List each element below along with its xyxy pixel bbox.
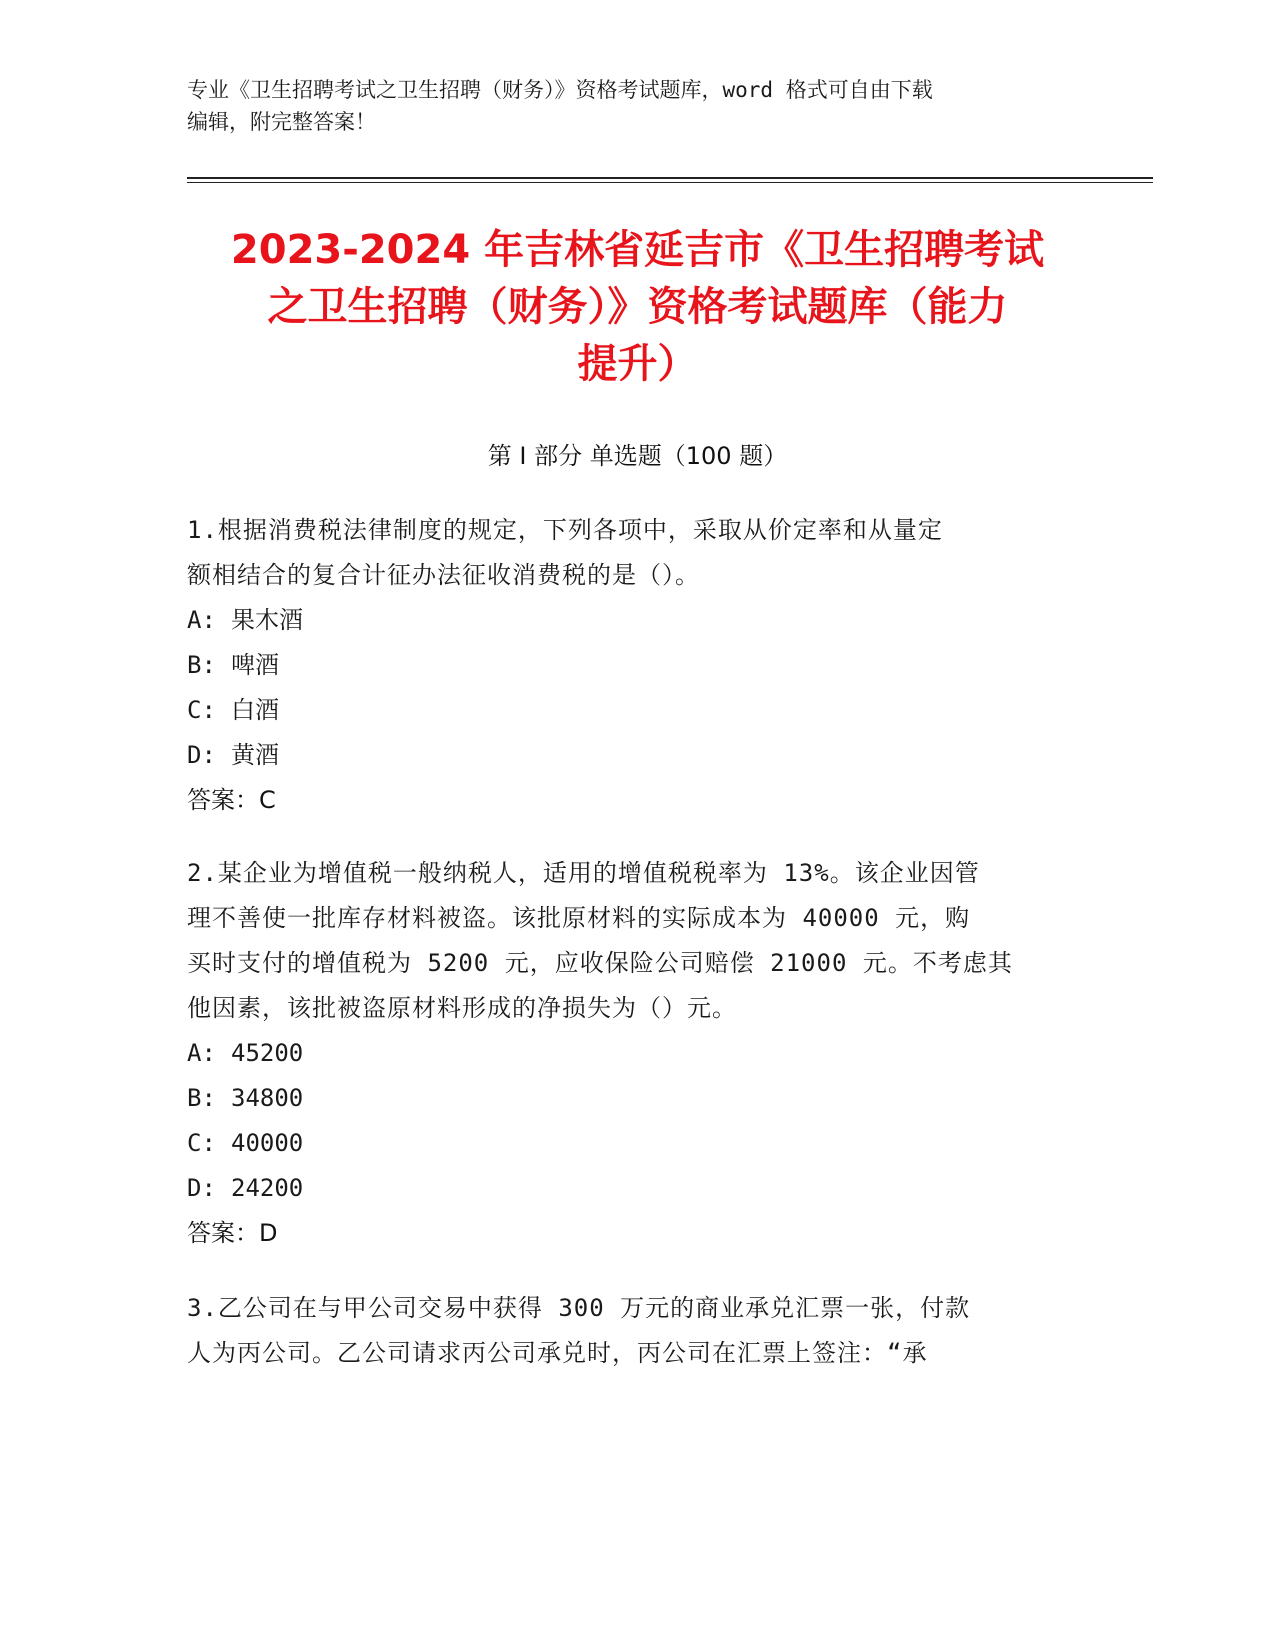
option-b <box>187 643 1087 688</box>
option-text: 34800 <box>231 1084 304 1112</box>
question-stem-line: 人为丙公司。乙公司请求丙公司承兑时，丙公司在汇票上签注：“承 <box>187 1339 928 1367</box>
option-letter: A: <box>187 1039 216 1067</box>
question-stem-line: 1.根据消费税法律制度的规定，下列各项中，采取从价定率和从量定 <box>187 516 943 544</box>
header-note-line-1: 专业《卫生招聘考试之卫生招聘（财务）》资格考试题库，word 格式可自由下载 <box>187 78 933 102</box>
answer: 答案：C <box>187 786 276 814</box>
question-stem-line: 理不善使一批库存材料被盗。该批原材料的实际成本为 40000 元，购 <box>187 904 971 932</box>
header-note-line-2: 编辑，附完整答案！ <box>187 110 376 134</box>
document-title-line-2: 之卫生招聘（财务）》资格考试题库（能力 <box>267 284 1008 330</box>
document-title <box>140 222 1135 393</box>
question-2 <box>187 851 1087 1256</box>
option-text: 40000 <box>231 1129 304 1157</box>
option-letter: D: <box>187 1174 216 1202</box>
option-c <box>187 688 1087 733</box>
option-text: 45200 <box>231 1039 304 1067</box>
question-stem-line: 3.乙公司在与甲公司交易中获得 300 万元的商业承兑汇票一张，付款 <box>187 1294 971 1322</box>
section-title: 第 I 部分 单选题（100 题） <box>487 442 788 470</box>
option-text: 黄酒 <box>231 741 279 769</box>
question-stem-line: 买时支付的增值税为 5200 元，应收保险公司赔偿 21000 元。不考虑其 <box>187 949 1013 977</box>
header-divider-thick <box>187 177 1153 179</box>
header-note <box>187 74 1087 138</box>
option-letter: C: <box>187 696 216 724</box>
option-letter: B: <box>187 651 216 679</box>
document-title-line-3: 提升） <box>577 341 698 387</box>
option-text: 啤酒 <box>231 651 279 679</box>
question-stem-line: 2.某企业为增值税一般纳税人，适用的增值税税率为 13%。该企业因管 <box>187 859 980 887</box>
question-stem-line: 额相结合的复合计征办法征收消费税的是（）。 <box>187 561 700 589</box>
header-divider-thin <box>187 182 1153 183</box>
option-letter: B: <box>187 1084 216 1112</box>
option-a <box>187 598 1087 643</box>
option-a <box>187 1031 1087 1076</box>
option-d <box>187 1166 1087 1211</box>
answer: 答案：D <box>187 1219 278 1247</box>
option-letter: C: <box>187 1129 216 1157</box>
option-text: 白酒 <box>231 696 279 724</box>
option-c <box>187 1121 1087 1166</box>
option-letter: A: <box>187 606 216 634</box>
question-1 <box>187 508 1087 823</box>
option-text: 24200 <box>231 1174 304 1202</box>
option-d <box>187 733 1087 778</box>
question-stem-line: 他因素，该批被盗原材料形成的净损失为（）元。 <box>187 994 737 1022</box>
option-letter: D: <box>187 741 216 769</box>
document-title-line-1: 2023-2024 年吉林省延吉市《卫生招聘考试 <box>230 227 1045 273</box>
question-3 <box>187 1286 1087 1376</box>
option-text: 果木酒 <box>231 606 303 634</box>
option-b <box>187 1076 1087 1121</box>
